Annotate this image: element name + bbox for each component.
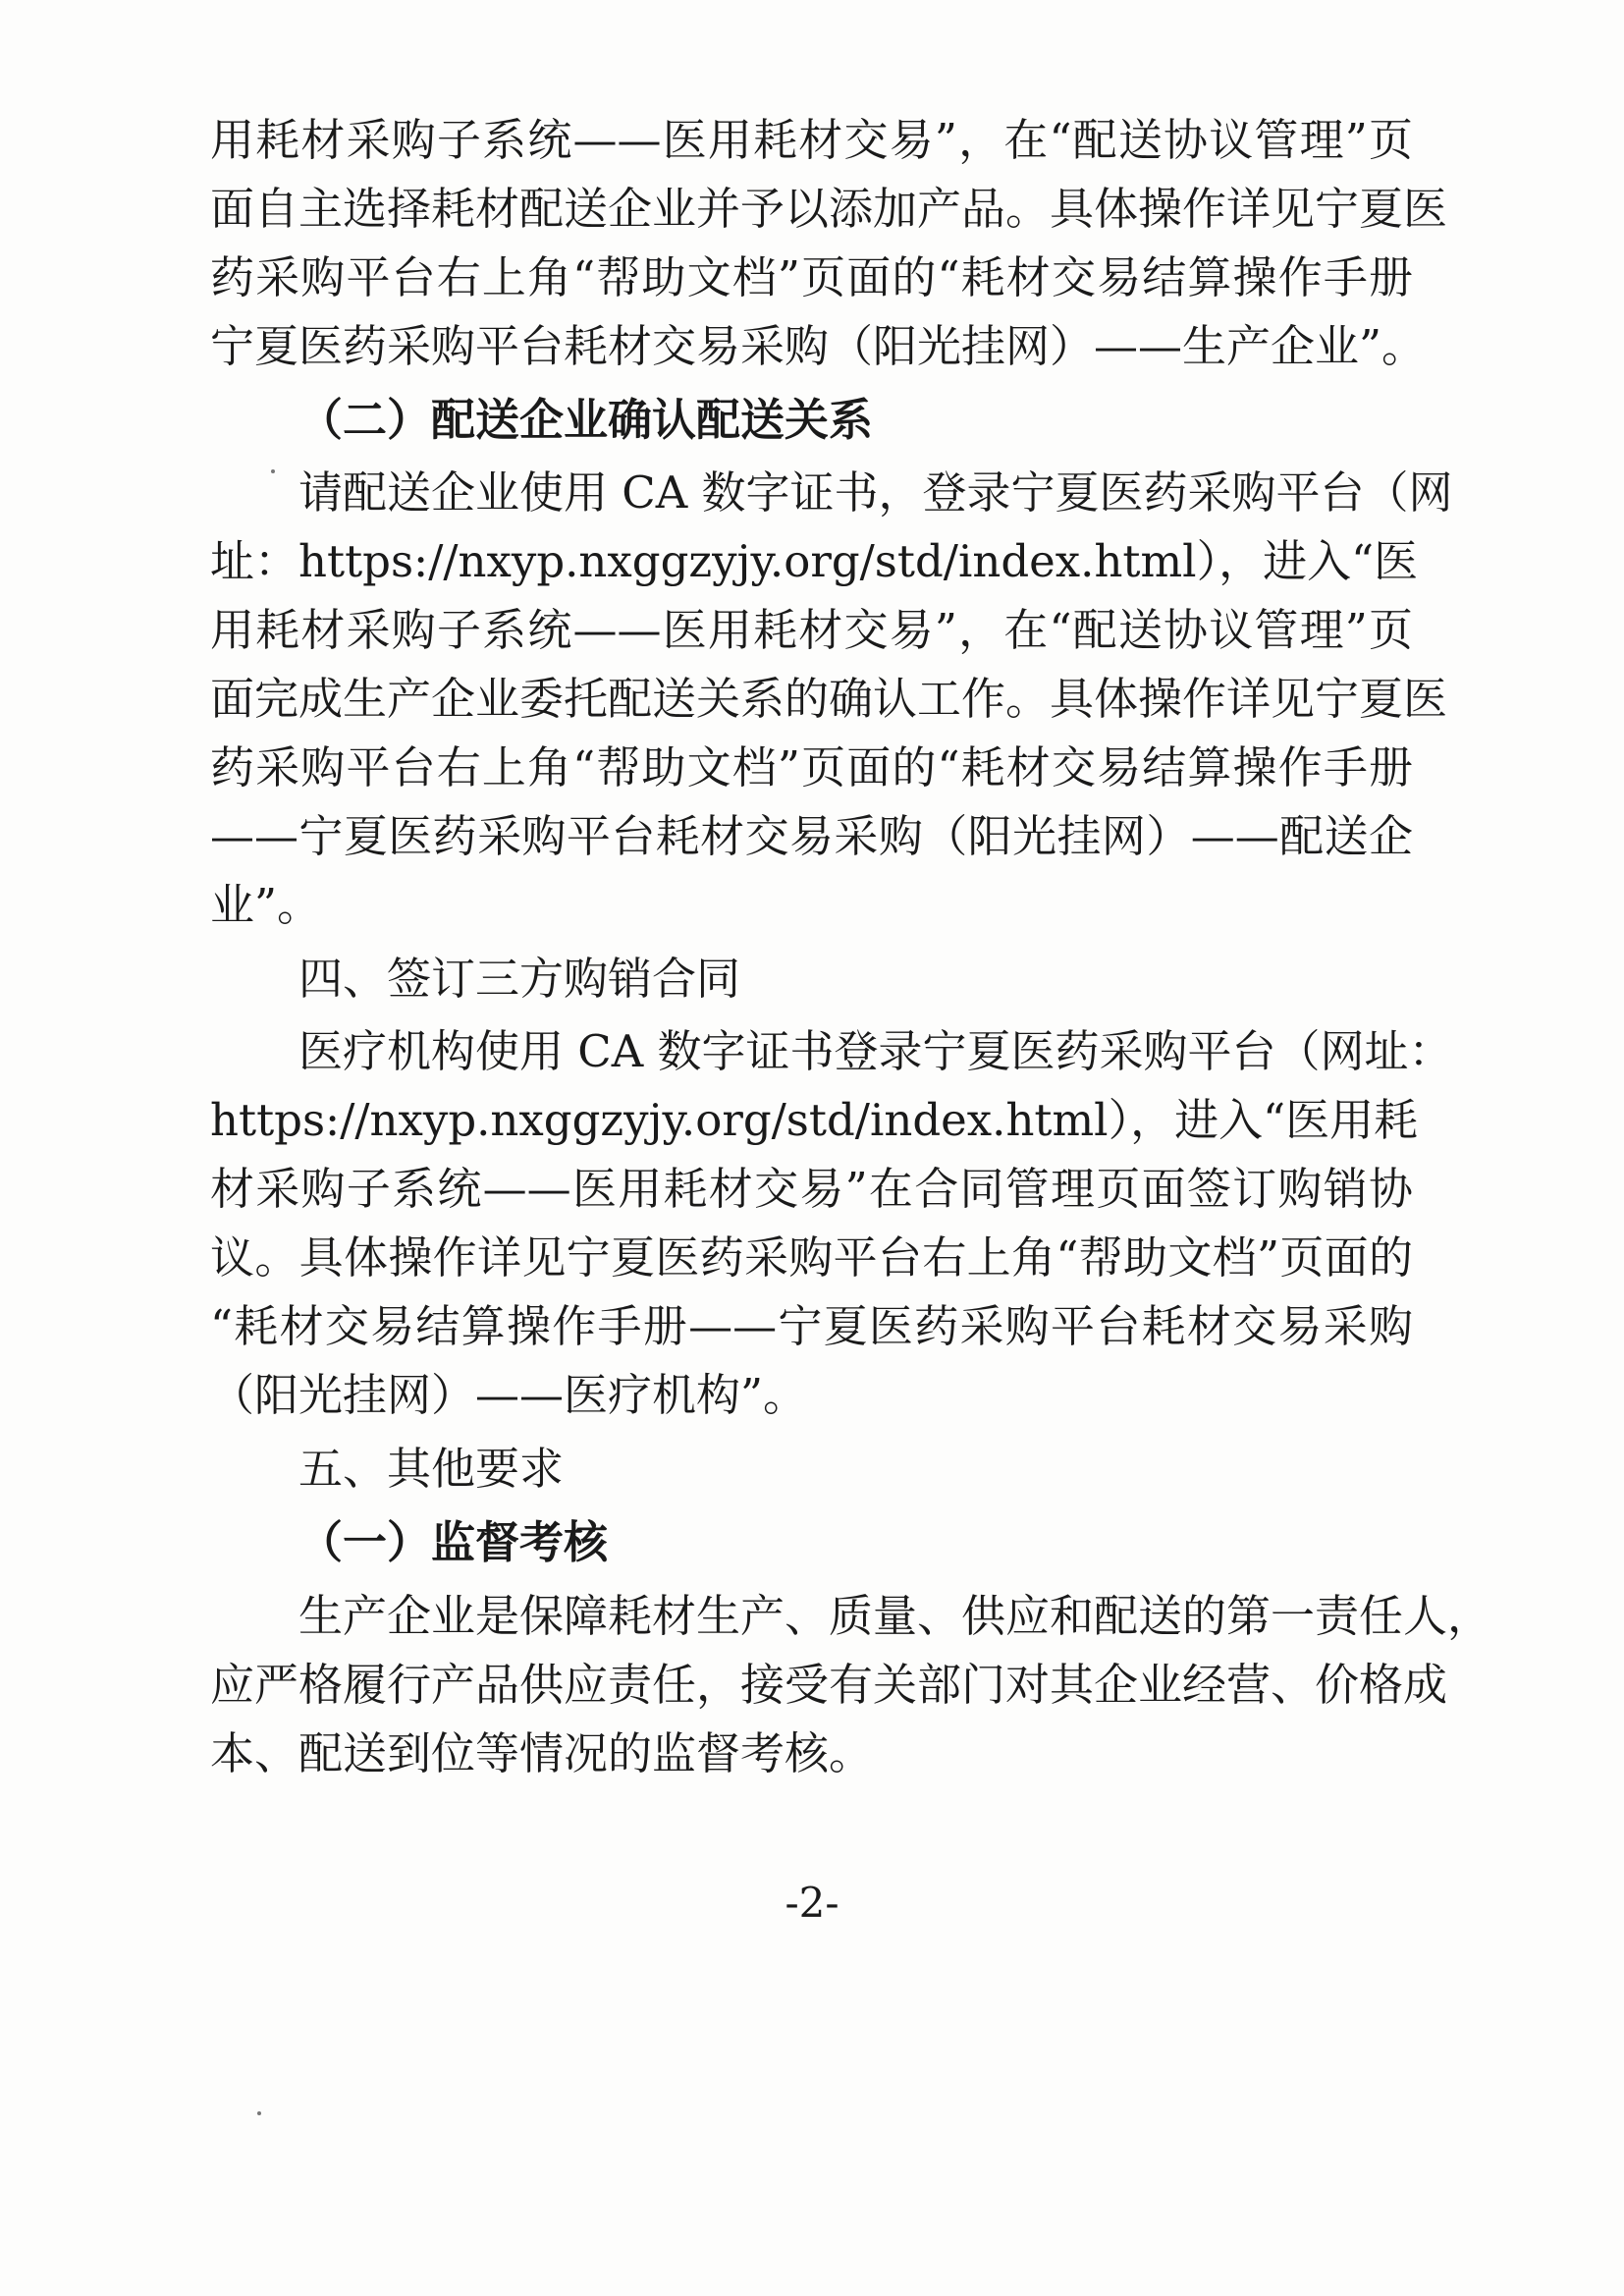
paragraph-line: 面自主选择耗材配送企业并予以添加产品。具体操作详见宁夏医 (210, 183, 1448, 235)
paragraph-line: 生产企业是保障耗材生产、质量、供应和配送的第一责任人， (298, 1590, 1492, 1642)
paragraph-line: 用耗材采购子系统——医用耗材交易”，在“配送协议管理”页 (210, 114, 1413, 166)
paragraph-line: ——宁夏医药采购平台耗材交易采购（阳光挂网）——配送企 (210, 810, 1413, 862)
scan-speck (271, 469, 275, 473)
paragraph-line-url: 址：https://nxyp.nxggzyjy.org/std/index.html），进入“医 (210, 535, 1419, 587)
paragraph-line: 药采购平台右上角“帮助文档”页面的“耗材交易结算操作手册 (210, 741, 1413, 793)
paragraph-line: 业”。 (210, 879, 322, 931)
section-heading-contract: 四、签订三方购销合同 (298, 953, 741, 1005)
subheading-supervision: （一）监督考核 (298, 1516, 609, 1568)
paragraph-line: 面完成生产企业委托配送关系的确认工作。具体操作详见宁夏医 (210, 673, 1448, 725)
paragraph-line: 材采购子系统——医用耗材交易”在合同管理页面签订购销协 (210, 1163, 1413, 1215)
paragraph-line: 医疗机构使用 CA 数字证书登录宁夏医药采购平台（网址： (298, 1025, 1453, 1077)
paragraph-line: 应严格履行产品供应责任，接受有关部门对其企业经营、价格成 (210, 1659, 1448, 1711)
paragraph-line: 药采购平台右上角“帮助文档”页面的“耗材交易结算操作手册 (210, 251, 1413, 303)
paragraph-line: 用耗材采购子系统——医用耗材交易”，在“配送协议管理”页 (210, 604, 1413, 656)
section-heading-other: 五、其他要求 (298, 1443, 565, 1495)
scan-speck (257, 2111, 261, 2115)
paragraph-line: （阳光挂网）——医疗机构”。 (210, 1369, 808, 1421)
page-number: -2- (785, 1879, 839, 1927)
subheading-delivery-confirmation: （二）配送企业确认配送关系 (298, 394, 874, 446)
paragraph-line: 宁夏医药采购平台耗材交易采购（阳光挂网）——生产企业”。 (210, 320, 1427, 372)
paragraph-line: “耗材交易结算操作手册——宁夏医药采购平台耗材交易采购 (210, 1300, 1413, 1352)
paragraph-line: 请配送企业使用 CA 数字证书，登录宁夏医药采购平台（网 (298, 466, 1453, 519)
paragraph-line: 议。具体操作详见宁夏医药采购平台右上角“帮助文档”页面的 (210, 1231, 1413, 1284)
paragraph-line: 本、配送到位等情况的监督考核。 (210, 1727, 874, 1779)
paragraph-line-url: https://nxyp.nxggzyjy.org/std/index.html），进入“医用耗 (210, 1094, 1419, 1146)
